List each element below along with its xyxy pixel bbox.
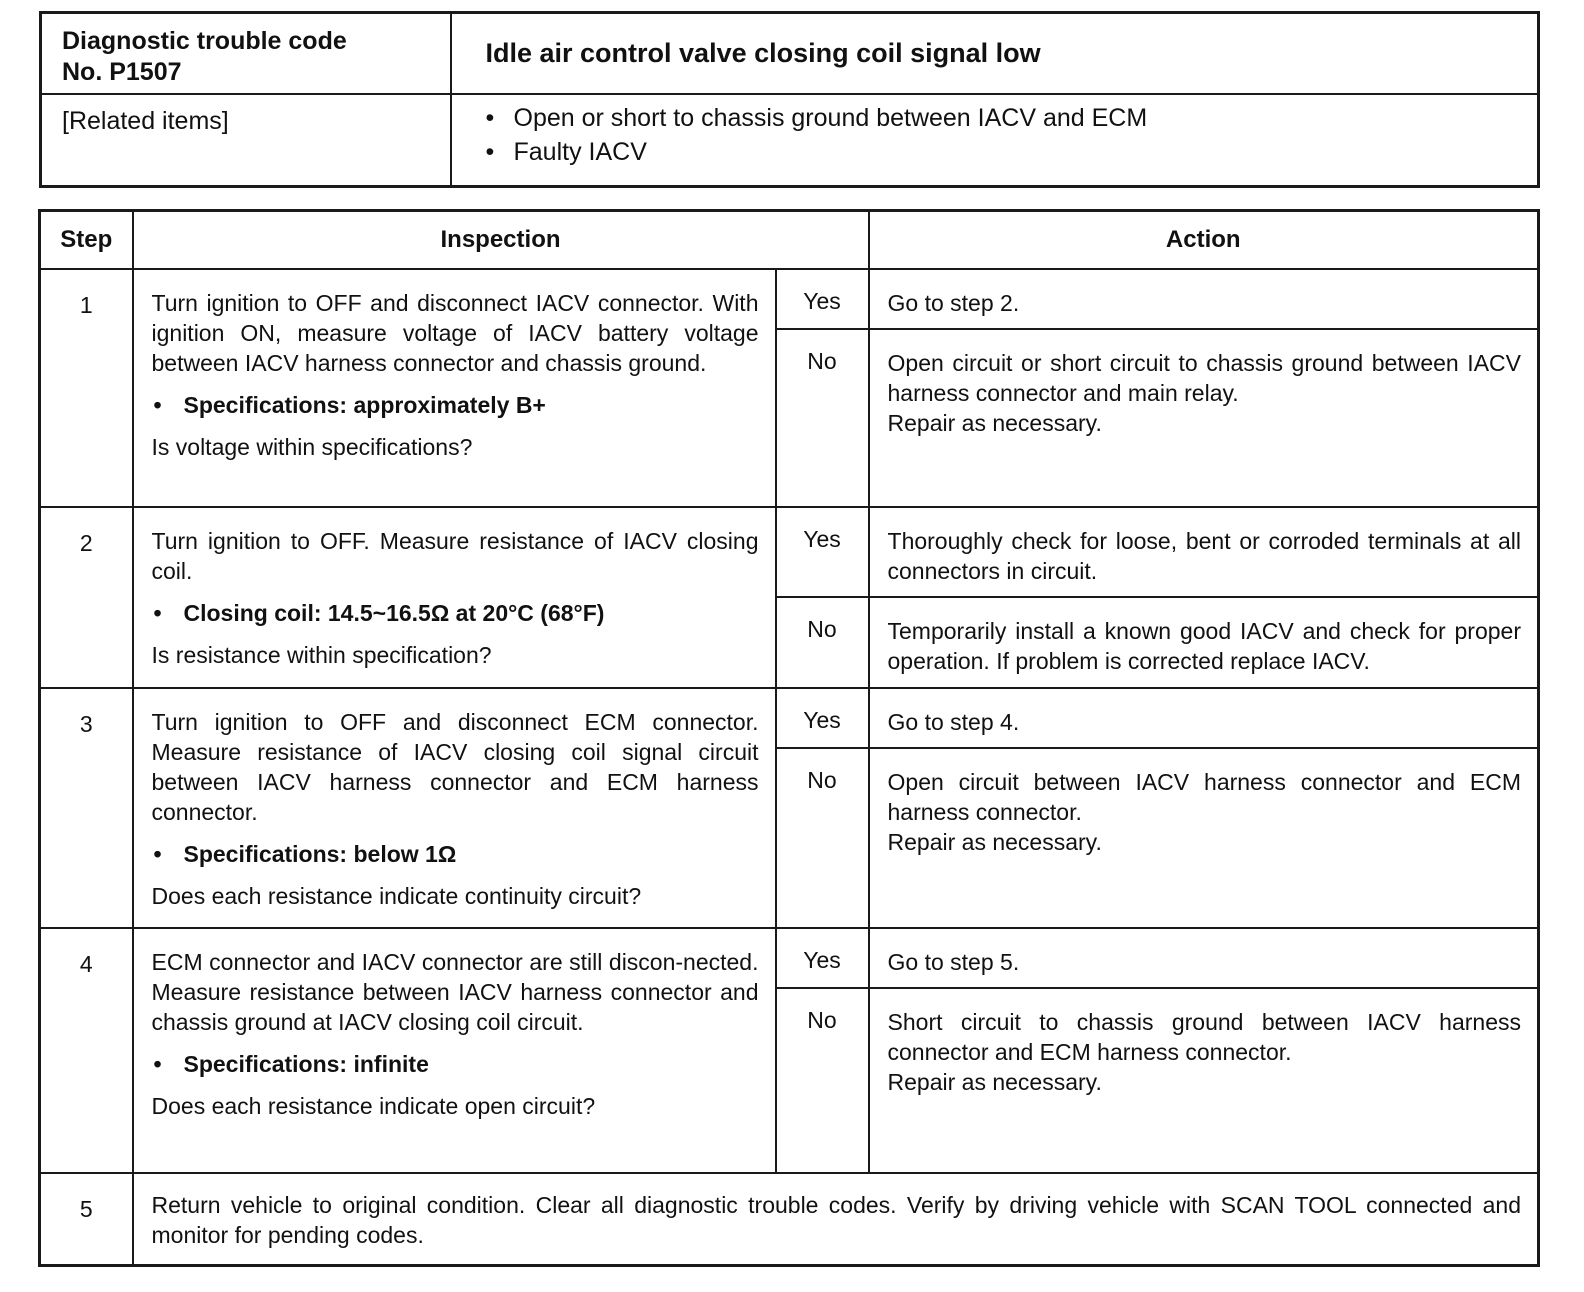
no-action: Short circuit to chassis ground between IACV harness connector and ECM harness connector. <box>887 1009 1521 1065</box>
dtc-label-cell <box>41 13 451 95</box>
no-action-cell <box>869 329 1539 507</box>
no-label: No <box>776 748 869 928</box>
yes-action: Thoroughly check for loose, bent or corroded terminals at all connectors in circuit. <box>869 507 1539 597</box>
yes-action: Go to step 4. <box>869 688 1539 748</box>
no-action: Temporarily install a known good IACV and check for proper operation. If problem is corrected replace IACV. <box>887 618 1521 674</box>
inspection-text: Turn ignition to OFF. Measure resistance of IACV closing coil. <box>151 528 759 584</box>
yes-label: Yes <box>776 507 869 597</box>
yes-label: Yes <box>776 269 869 329</box>
yes-label: Yes <box>776 928 869 988</box>
step-number: 4 <box>40 928 133 1173</box>
table-header-row <box>40 211 1539 270</box>
table-row <box>40 1173 1539 1266</box>
no-action-cell <box>869 597 1539 688</box>
column-header-step: Step <box>40 211 133 270</box>
dtc-number: No. P1507 <box>62 58 182 86</box>
dtc-title: Idle air control valve closing coil signal low <box>451 13 1539 95</box>
specification: • Specifications: approximately B+ <box>152 390 759 420</box>
no-action-note: Repair as necessary. <box>887 829 1102 855</box>
step-number: 1 <box>40 269 133 507</box>
yes-action: Go to step 2. <box>869 269 1539 329</box>
inspection-question: Is resistance within specification? <box>151 642 492 668</box>
table-row <box>40 269 1539 329</box>
related-items-cell <box>451 94 1539 186</box>
related-items-label: [Related items] <box>41 94 451 186</box>
step-number: 2 <box>40 507 133 688</box>
step-number: 5 <box>40 1173 133 1266</box>
inspection-text: Turn ignition to OFF and disconnect ECM connector. Measure resistance of IACV closing coil signal circuit between IACV harness connector and ECM harness connector. <box>151 709 759 825</box>
no-action-note: Repair as necessary. <box>887 410 1102 436</box>
step-number: 3 <box>40 688 133 928</box>
final-step-text: Return vehicle to original condition. Clear all diagnostic trouble codes. Verify by driving vehicle with SCAN TOOL connected and monitor for pending codes. <box>133 1173 1539 1266</box>
related-item: • Open or short to chassis ground between IACV and ECM <box>486 101 1518 135</box>
table-row <box>40 928 1539 988</box>
yes-action: Go to step 5. <box>869 928 1539 988</box>
no-label: No <box>776 597 869 688</box>
dtc-header-table <box>39 11 1540 188</box>
inspection-question: Does each resistance indicate continuity circuit? <box>151 883 642 909</box>
related-item: • Faulty IACV <box>486 135 1518 169</box>
inspection-question: Is voltage within specifications? <box>151 434 473 460</box>
inspection-cell <box>133 688 776 928</box>
inspection-cell <box>133 928 776 1173</box>
no-label: No <box>776 988 869 1173</box>
column-header-action: Action <box>869 211 1539 270</box>
inspection-text: ECM connector and IACV connector are still discon-nected. Measure resistance between IACV harness connector and chassis ground at IACV closing coil circuit. <box>151 949 759 1035</box>
specification: • Specifications: infinite <box>152 1049 759 1079</box>
no-action: Open circuit between IACV harness connector and ECM harness connector. <box>887 769 1521 825</box>
diagnostic-steps-table <box>38 209 1540 1267</box>
related-items-list <box>486 101 1518 169</box>
specification: • Specifications: below 1Ω <box>152 839 759 869</box>
specification: • Closing coil: 14.5~16.5Ω at 20°C (68°F) <box>152 598 759 628</box>
table-row <box>40 507 1539 597</box>
no-action-cell <box>869 988 1539 1173</box>
dtc-label-line1: Diagnostic trouble code <box>62 27 347 55</box>
column-header-inspection: Inspection <box>133 211 869 270</box>
inspection-cell <box>133 507 776 688</box>
yes-label: Yes <box>776 688 869 748</box>
inspection-question: Does each resistance indicate open circuit? <box>151 1093 596 1119</box>
no-action: Open circuit or short circuit to chassis ground between IACV harness connector and main relay. <box>887 350 1521 406</box>
no-action-cell <box>869 748 1539 928</box>
inspection-text: Turn ignition to OFF and disconnect IACV connector. With ignition ON, measure voltage of IACV battery voltage between IACV harness connector and chassis ground. <box>151 290 759 376</box>
no-action-note: Repair as necessary. <box>887 1069 1102 1095</box>
inspection-cell <box>133 269 776 507</box>
table-row <box>40 688 1539 748</box>
no-label: No <box>776 329 869 507</box>
